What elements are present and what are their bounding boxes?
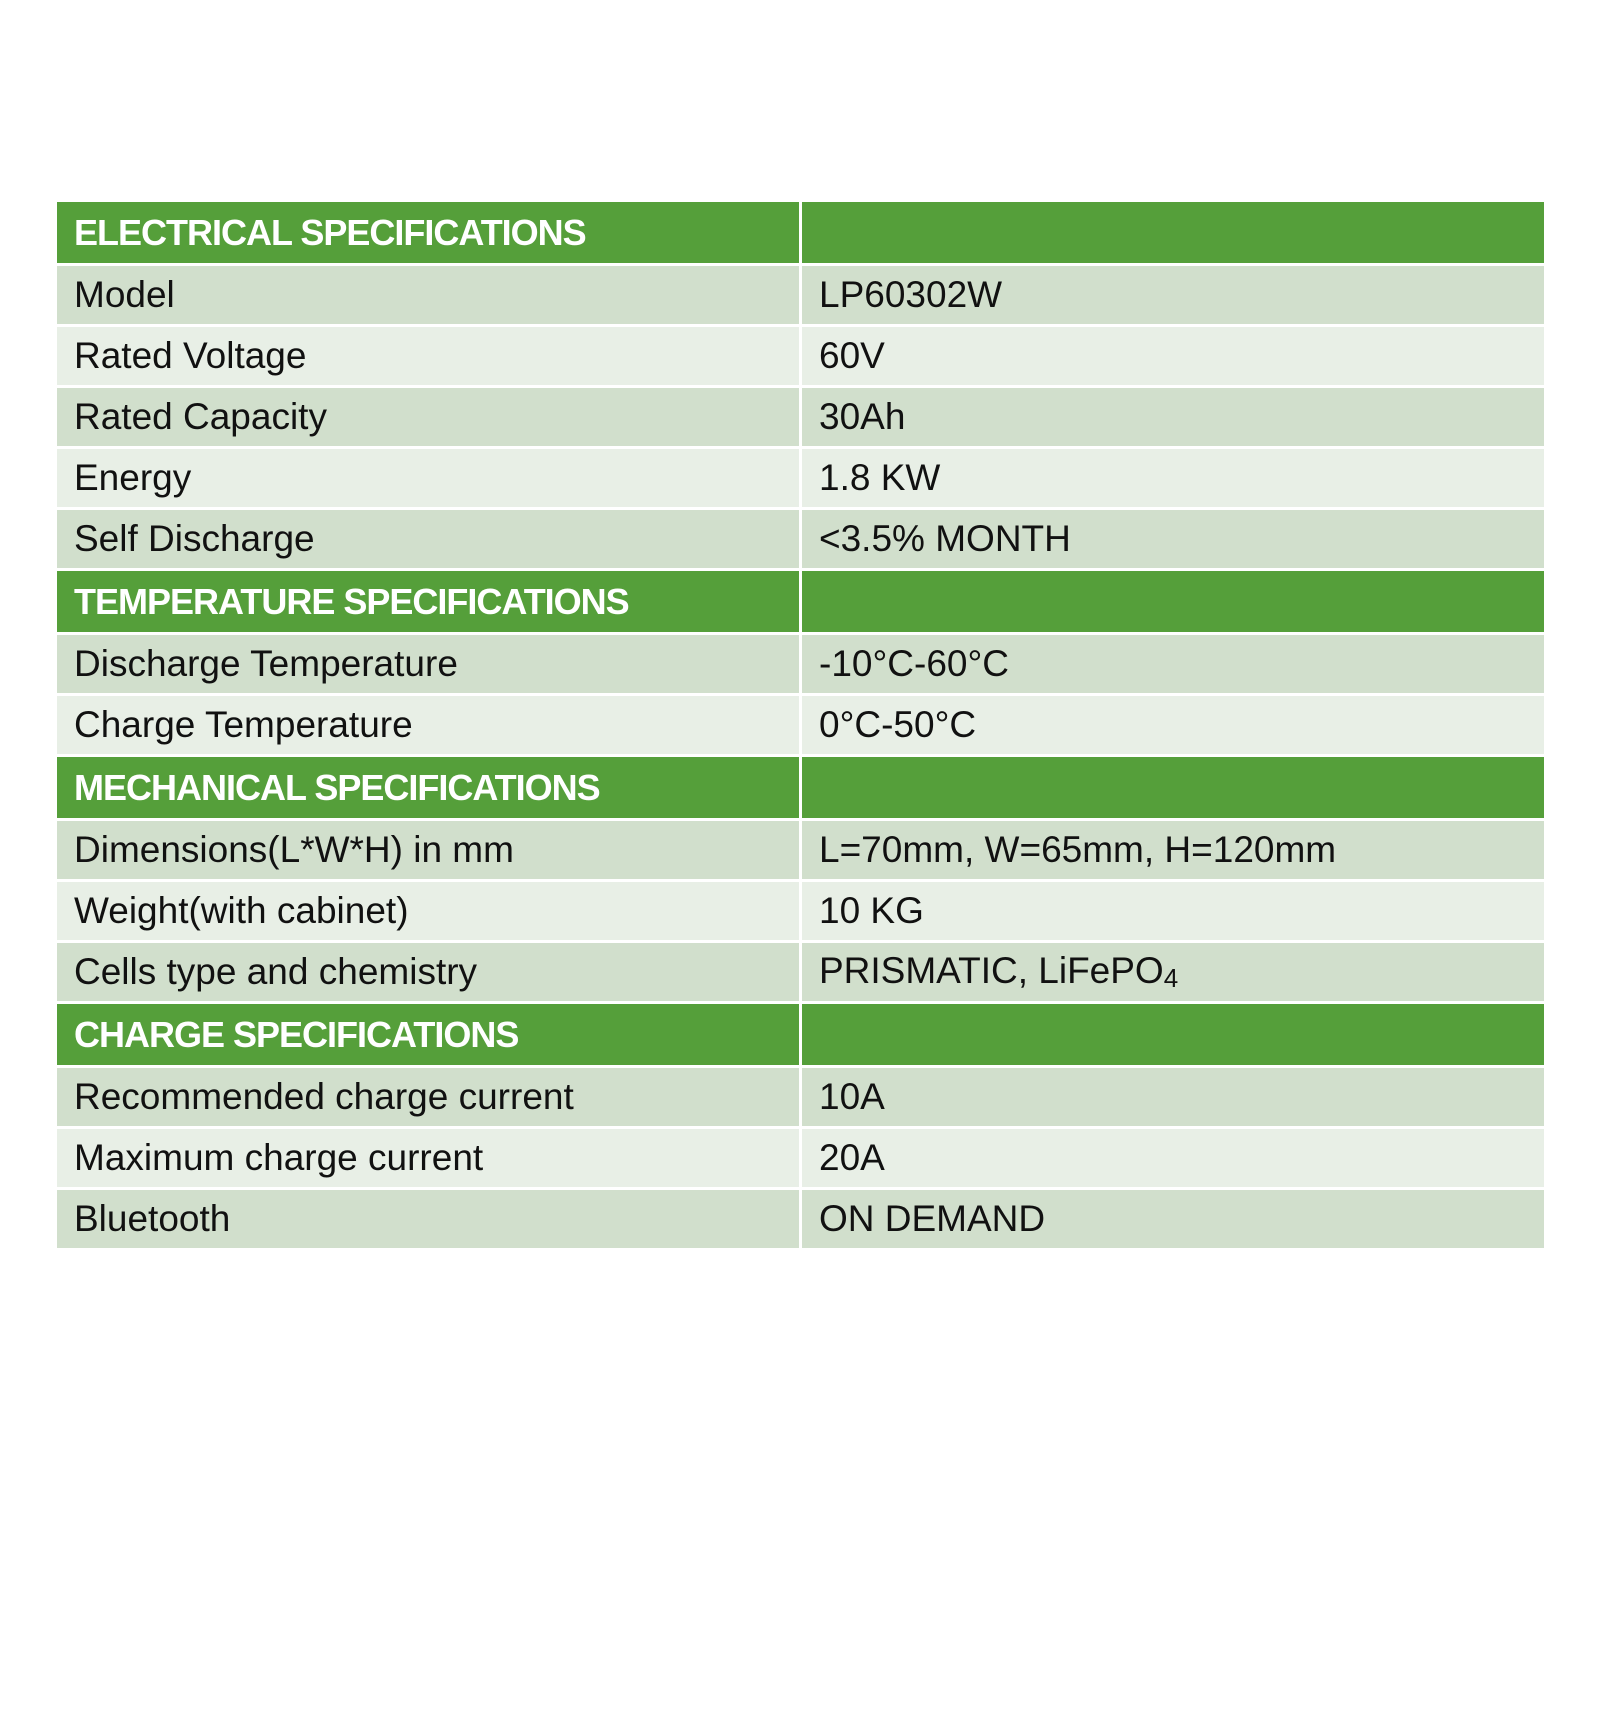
spec-label: Rated Capacity <box>57 388 802 449</box>
spec-table <box>57 202 1544 1251</box>
spec-value: 30Ah <box>802 388 1544 449</box>
table-row <box>57 635 1544 696</box>
table-row <box>57 1068 1544 1129</box>
table-row <box>57 943 1544 1004</box>
spec-value: 20A <box>802 1129 1544 1190</box>
spec-label: Rated Voltage <box>57 327 802 388</box>
spec-value: 0°C-50°C <box>802 696 1544 757</box>
spec-value: 60V <box>802 327 1544 388</box>
table-row <box>57 266 1544 327</box>
table-row <box>57 1129 1544 1190</box>
spec-label: Dimensions(L*W*H) in mm <box>57 821 802 882</box>
spec-value: L=70mm, W=65mm, H=120mm <box>802 821 1544 882</box>
table-row <box>57 696 1544 757</box>
section-header-charge <box>57 1004 1544 1068</box>
section-header-mechanical <box>57 757 1544 821</box>
section-header-temperature <box>57 571 1544 635</box>
spec-label: Model <box>57 266 802 327</box>
section-header-blank <box>802 202 1544 266</box>
spec-value-main: PRISMATIC, LiFePO <box>819 950 1164 991</box>
spec-value-subscript: 4 <box>1163 963 1179 993</box>
section-header-electrical <box>57 202 1544 266</box>
spec-value: 10A <box>802 1068 1544 1129</box>
spec-value: <3.5% MONTH <box>802 510 1544 571</box>
spec-label: Charge Temperature <box>57 696 802 757</box>
section-title: TEMPERATURE SPECIFICATIONS <box>57 571 802 635</box>
section-header-blank <box>802 757 1544 821</box>
spec-value: ON DEMAND <box>802 1190 1544 1251</box>
section-header-blank <box>802 571 1544 635</box>
table-row <box>57 388 1544 449</box>
section-title: MECHANICAL SPECIFICATIONS <box>57 757 802 821</box>
spec-value: -10°C-60°C <box>802 635 1544 696</box>
spec-label: Maximum charge current <box>57 1129 802 1190</box>
spec-value: 10 KG <box>802 882 1544 943</box>
spec-label: Discharge Temperature <box>57 635 802 696</box>
spec-label: Cells type and chemistry <box>57 943 802 1004</box>
table-row <box>57 821 1544 882</box>
table-row <box>57 510 1544 571</box>
spec-value: LP60302W <box>802 266 1544 327</box>
spec-label: Bluetooth <box>57 1190 802 1251</box>
section-title: ELECTRICAL SPECIFICATIONS <box>57 202 802 266</box>
spec-value <box>802 943 1544 1004</box>
spec-value: 1.8 KW <box>802 449 1544 510</box>
table-row <box>57 327 1544 388</box>
spec-label: Recommended charge current <box>57 1068 802 1129</box>
spec-label: Energy <box>57 449 802 510</box>
table-row <box>57 882 1544 943</box>
table-row <box>57 449 1544 510</box>
spec-label: Self Discharge <box>57 510 802 571</box>
section-title: CHARGE SPECIFICATIONS <box>57 1004 802 1068</box>
table-row <box>57 1190 1544 1251</box>
section-header-blank <box>802 1004 1544 1068</box>
spec-label: Weight(with cabinet) <box>57 882 802 943</box>
